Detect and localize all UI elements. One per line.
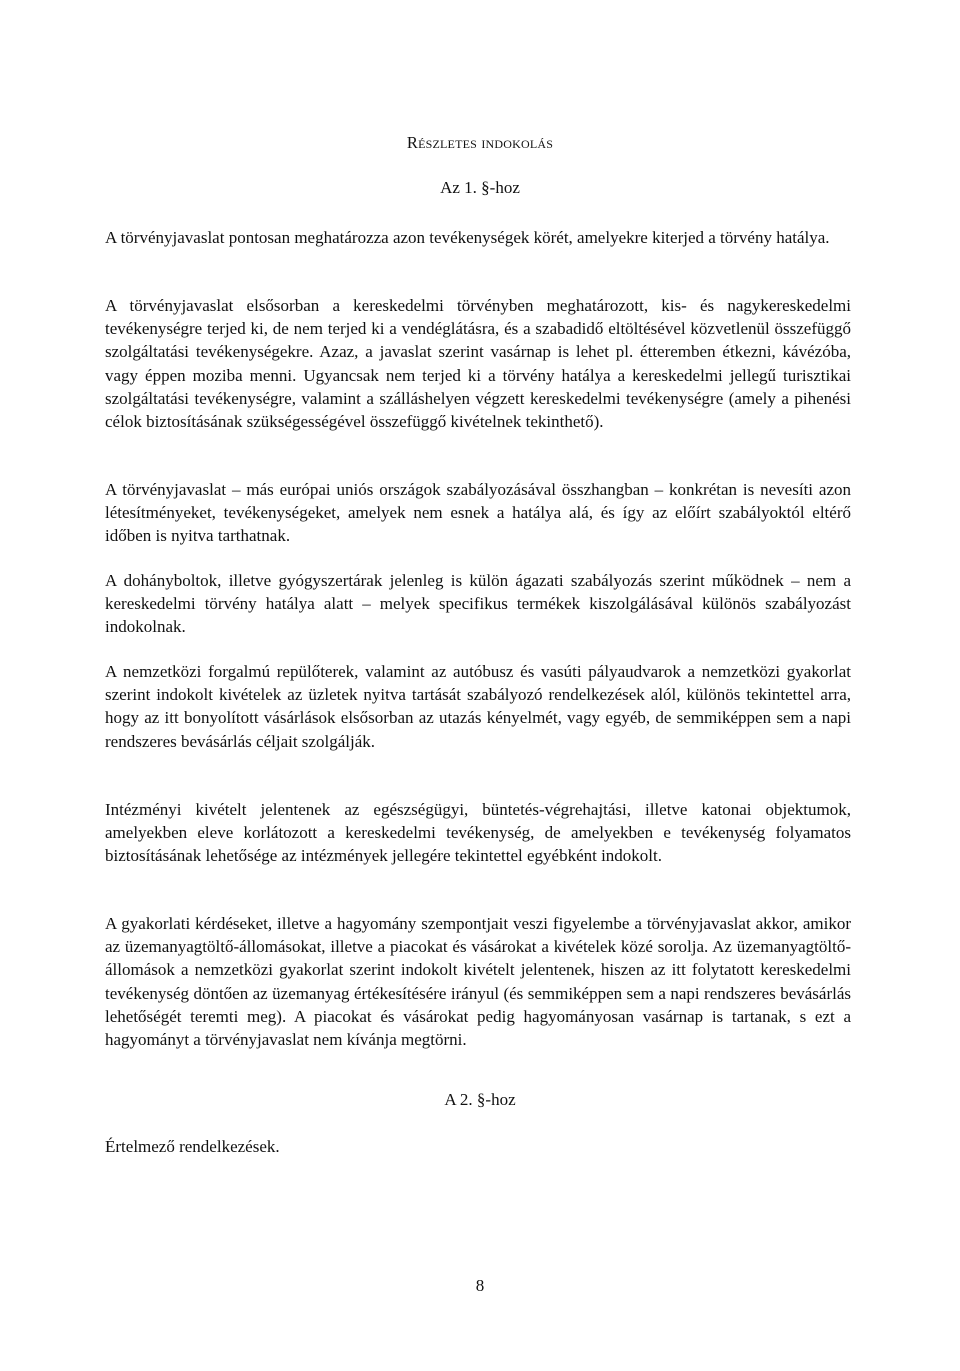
page-number: 8	[475, 1276, 485, 1295]
document-title-rest: észletes indokolás	[418, 133, 554, 152]
paragraph-exempt-facilities: A törvényjavaslat – más európai uniós országok szabályozásával összhangban – konkrétan is nevesíti azon létesítményeket, tevékenységeket, amelyek nem esnek a hatálya alá, és így az előírt szabályoktól eltérő időben is nyitva tarthatnak.	[105, 480, 851, 546]
definitions-label: Értelmező rendelkezések.	[105, 1137, 280, 1156]
paragraph-retail-coverage: A törvényjavaslat elsősorban a kereskedelmi törvényben meghatározott, kis- és nagykereskedelmi tevékenységre terjed ki, de nem terjed ki a vendéglátásra, és a szabadidő eltöltésével közvetlenül összefüggő szolgáltatási tevékenységekre. Azaz, a javaslat szerint vasárnap is lehet pl. étteremben étkezni, kávézóba, vagy éppen moziba menni. Ugyancsak nem terjed ki a törvény hatálya a kereskedelmi jellegű turisztikai szolgáltatási tevékenységre, valamint a szálláshelyen végzett kereskedelmi tevékenységre (amely a pihenési célok biztosításának szükségességével összefüggő kivételnek tekinthető).	[105, 296, 851, 432]
paragraph-institutional: Intézményi kivételt jelentenek az egészségügyi, büntetés-végrehajtási, illetve katonai objektumok, amelyekben eleve korlátozott a kereskedelmi tevékenység, de amelyekben e tevékenység folyamatos biztosításának lehetősége az intézmények jellegére tekintettel egyébként indokolt.	[105, 800, 851, 866]
paragraph-scope: A törvényjavaslat pontosan meghatározza azon tevékenységek körét, amelyekre kiterjed a törvény hatálya.	[105, 228, 830, 247]
document-title	[0, 133, 960, 153]
document-title-initial: R	[406, 133, 419, 152]
section-2-heading: A 2. §-hoz	[444, 1090, 516, 1109]
section-1-heading: Az 1. §-hoz	[440, 178, 520, 197]
paragraph-airports-stations: A nemzetközi forgalmú repülőterek, valamint az autóbusz és vasúti pályaudvarok a nemzetközi gyakorlat szerint indokolt kivételek az üzletek nyitva tartását szabályozó rendelkezések alól, különös tekintettel arra, hogy az itt bonyolított vásárlások elsősorban az utazás kényelmét, vagy egyéb, de semmiképpen sem a napi rendszeres bevásárlás céljait szolgálják.	[105, 662, 851, 751]
paragraph-fuel-markets: A gyakorlati kérdéseket, illetve a hagyomány szempontjait veszi figyelembe a törvényjavaslat akkor, amikor az üzemanyagtöltő-állomásokat, illetve a piacokat és vásárokat a kivételek közé sorolja. Az üzemanyagtöltő-állomások a nemzetközi gyakorlat szerint indokolt kivételt jelentenek, hiszen az itt folytatott kereskedelmi tevékenység döntően az üzemanyag értékesítésére irányul (és semmiképpen sem a napi rendszeres bevásárlás lehetőségét teremti meg). A piacokat és vásárokat pedig hagyományosan vasárnap is tartanak, s ezt a hagyományt a törvényjavaslat nem kívánja megtörni.	[105, 914, 851, 1050]
paragraph-tobacco-pharmacy: A dohányboltok, illetve gyógyszertárak jelenleg is külön ágazati szabályozás szerint működnek – nem a kereskedelmi törvény hatálya alatt – melyek specifikus termékek kiszolgálásával különös szabályozást indokolnak.	[105, 571, 851, 637]
